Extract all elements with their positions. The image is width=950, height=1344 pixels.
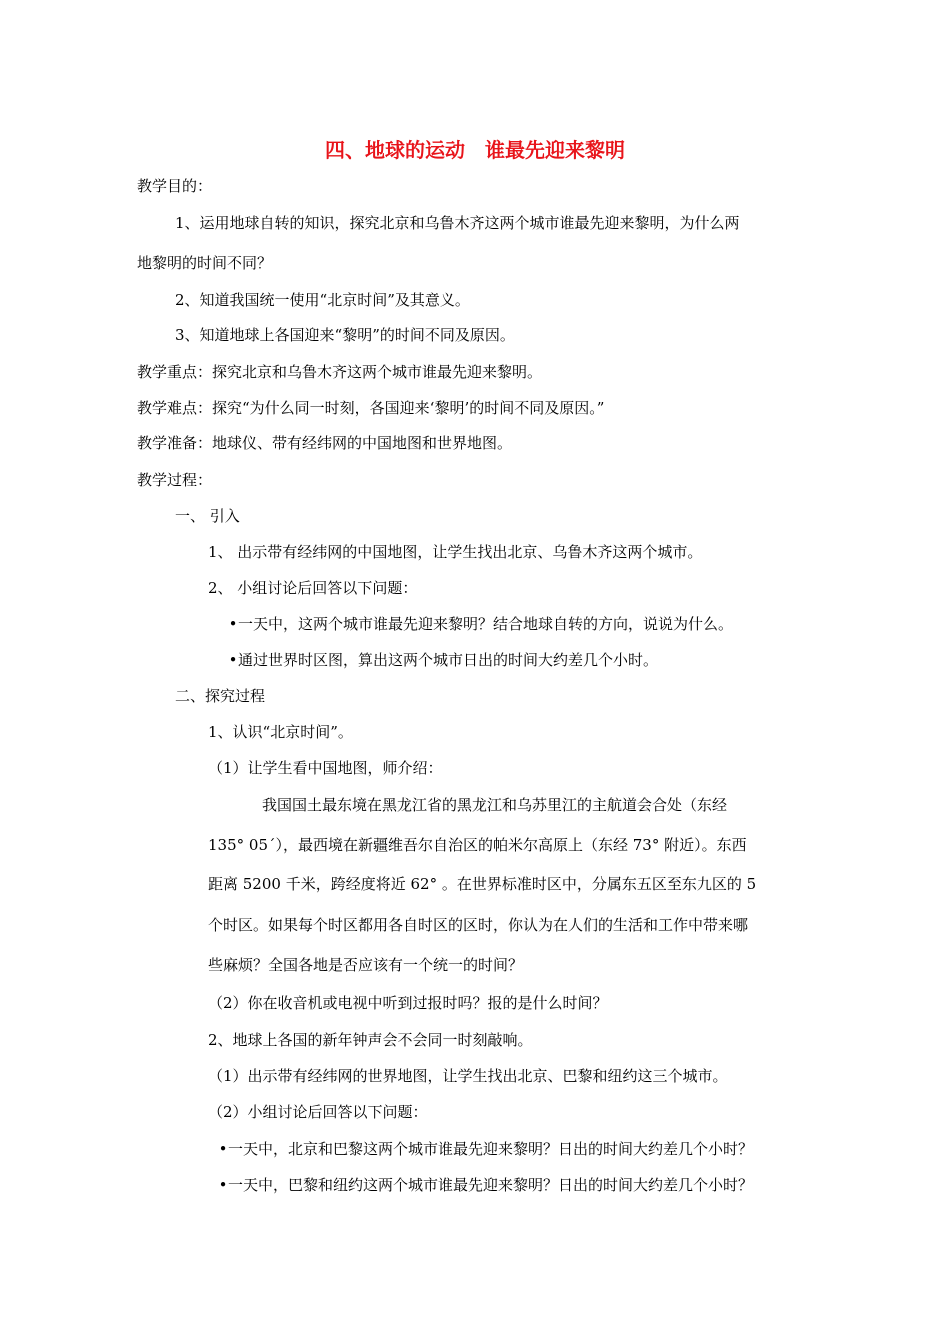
- bullet-item: [228, 614, 733, 634]
- objective-1: 1、运用地球自转的知识，探究北京和乌鲁木齐这两个城市谁最先迎来黎明，为什么两: [175, 214, 740, 232]
- bullet-item: [228, 650, 658, 670]
- process-part-2-step-2: 2、地球上各国的新年钟声会不会同一时刻敲响。: [208, 1031, 533, 1049]
- objective-3: 3、知道地球上各国迎来“黎明”的时间不同及原因。: [175, 326, 515, 344]
- document-title: 四、地球的运动 谁最先迎来黎明: [325, 138, 625, 162]
- teaching-key-point: 教学重点：探究北京和乌鲁木齐这两个城市谁最先迎来黎明。: [137, 363, 543, 381]
- process-part-1-heading: 一、 引入: [175, 507, 240, 525]
- bullet-text: 通过世界时区图，算出这两个城市日出的时间大约差几个小时。: [238, 651, 659, 669]
- bullet-item: [218, 1139, 753, 1159]
- paragraph-line: 个时区。如果每个时区都用各自时区的区时，你认为在人们的生活和工作中带来哪: [208, 916, 749, 934]
- bullet-text: 一天中，这两个城市谁最先迎来黎明？结合地球自转的方向，说说为什么。: [238, 615, 734, 633]
- process-part-1-step-1: 1、 出示带有经纬网的中国地图，让学生找出北京、乌鲁木齐这两个城市。: [208, 543, 703, 561]
- process-part-2-step-1: 1、认识“北京时间”。: [208, 723, 353, 741]
- process-part-2-step-2-sub-2: （2）小组讨论后回答以下问题：: [208, 1103, 428, 1121]
- paragraph-line: 我国国土最东境在黑龙江省的黑龙江和乌苏里江的主航道会合处（东经: [262, 796, 728, 814]
- section-heading-process: 教学过程：: [137, 471, 213, 489]
- bullet-text: 一天中，北京和巴黎这两个城市谁最先迎来黎明？日出的时间大约差几个小时？: [228, 1140, 754, 1158]
- bullet-icon: •: [218, 1176, 228, 1194]
- process-part-2-step-2-sub-1: （1）出示带有经纬网的世界地图，让学生找出北京、巴黎和纽约这三个城市。: [208, 1067, 728, 1085]
- bullet-item: [218, 1175, 753, 1195]
- bullet-icon: •: [228, 615, 238, 633]
- teaching-difficulty: 教学难点：探究“为什么同一时刻，各国迎来‘黎明’的时间不同及原因。”: [137, 399, 605, 417]
- bullet-text: 一天中，巴黎和纽约这两个城市谁最先迎来黎明？日出的时间大约差几个小时？: [228, 1176, 754, 1194]
- process-part-2-substep-2: （2）你在收音机或电视中听到过报时吗？报的是什么时间？: [208, 994, 608, 1012]
- objective-2: 2、知道我国统一使用“北京时间”及其意义。: [175, 291, 470, 309]
- paragraph-line: 135° 05´），最西境在新疆维吾尔自治区的帕米尔高原上（东经 73° 附近）。东西: [208, 836, 747, 854]
- process-part-1-step-2: 2、 小组讨论后回答以下问题：: [208, 579, 418, 597]
- bullet-icon: •: [228, 651, 238, 669]
- teaching-preparation: 教学准备：地球仪、带有经纬网的中国地图和世界地图。: [137, 434, 513, 452]
- paragraph-line: 些麻烦？全国各地是否应该有一个统一的时间？: [208, 956, 524, 974]
- section-heading-objectives: 教学目的：: [137, 177, 213, 195]
- objective-1-continued: 地黎明的时间不同？: [137, 254, 273, 272]
- paragraph-line: 距离 5200 千米，跨经度将近 62° 。在世界标准时区中，分属东五区至东九区的 5: [208, 875, 757, 893]
- process-part-2-substep-1: （1）让学生看中国地图，师介绍：: [208, 759, 443, 777]
- bullet-icon: •: [218, 1140, 228, 1158]
- process-part-2-heading: 二、探究过程: [175, 687, 266, 705]
